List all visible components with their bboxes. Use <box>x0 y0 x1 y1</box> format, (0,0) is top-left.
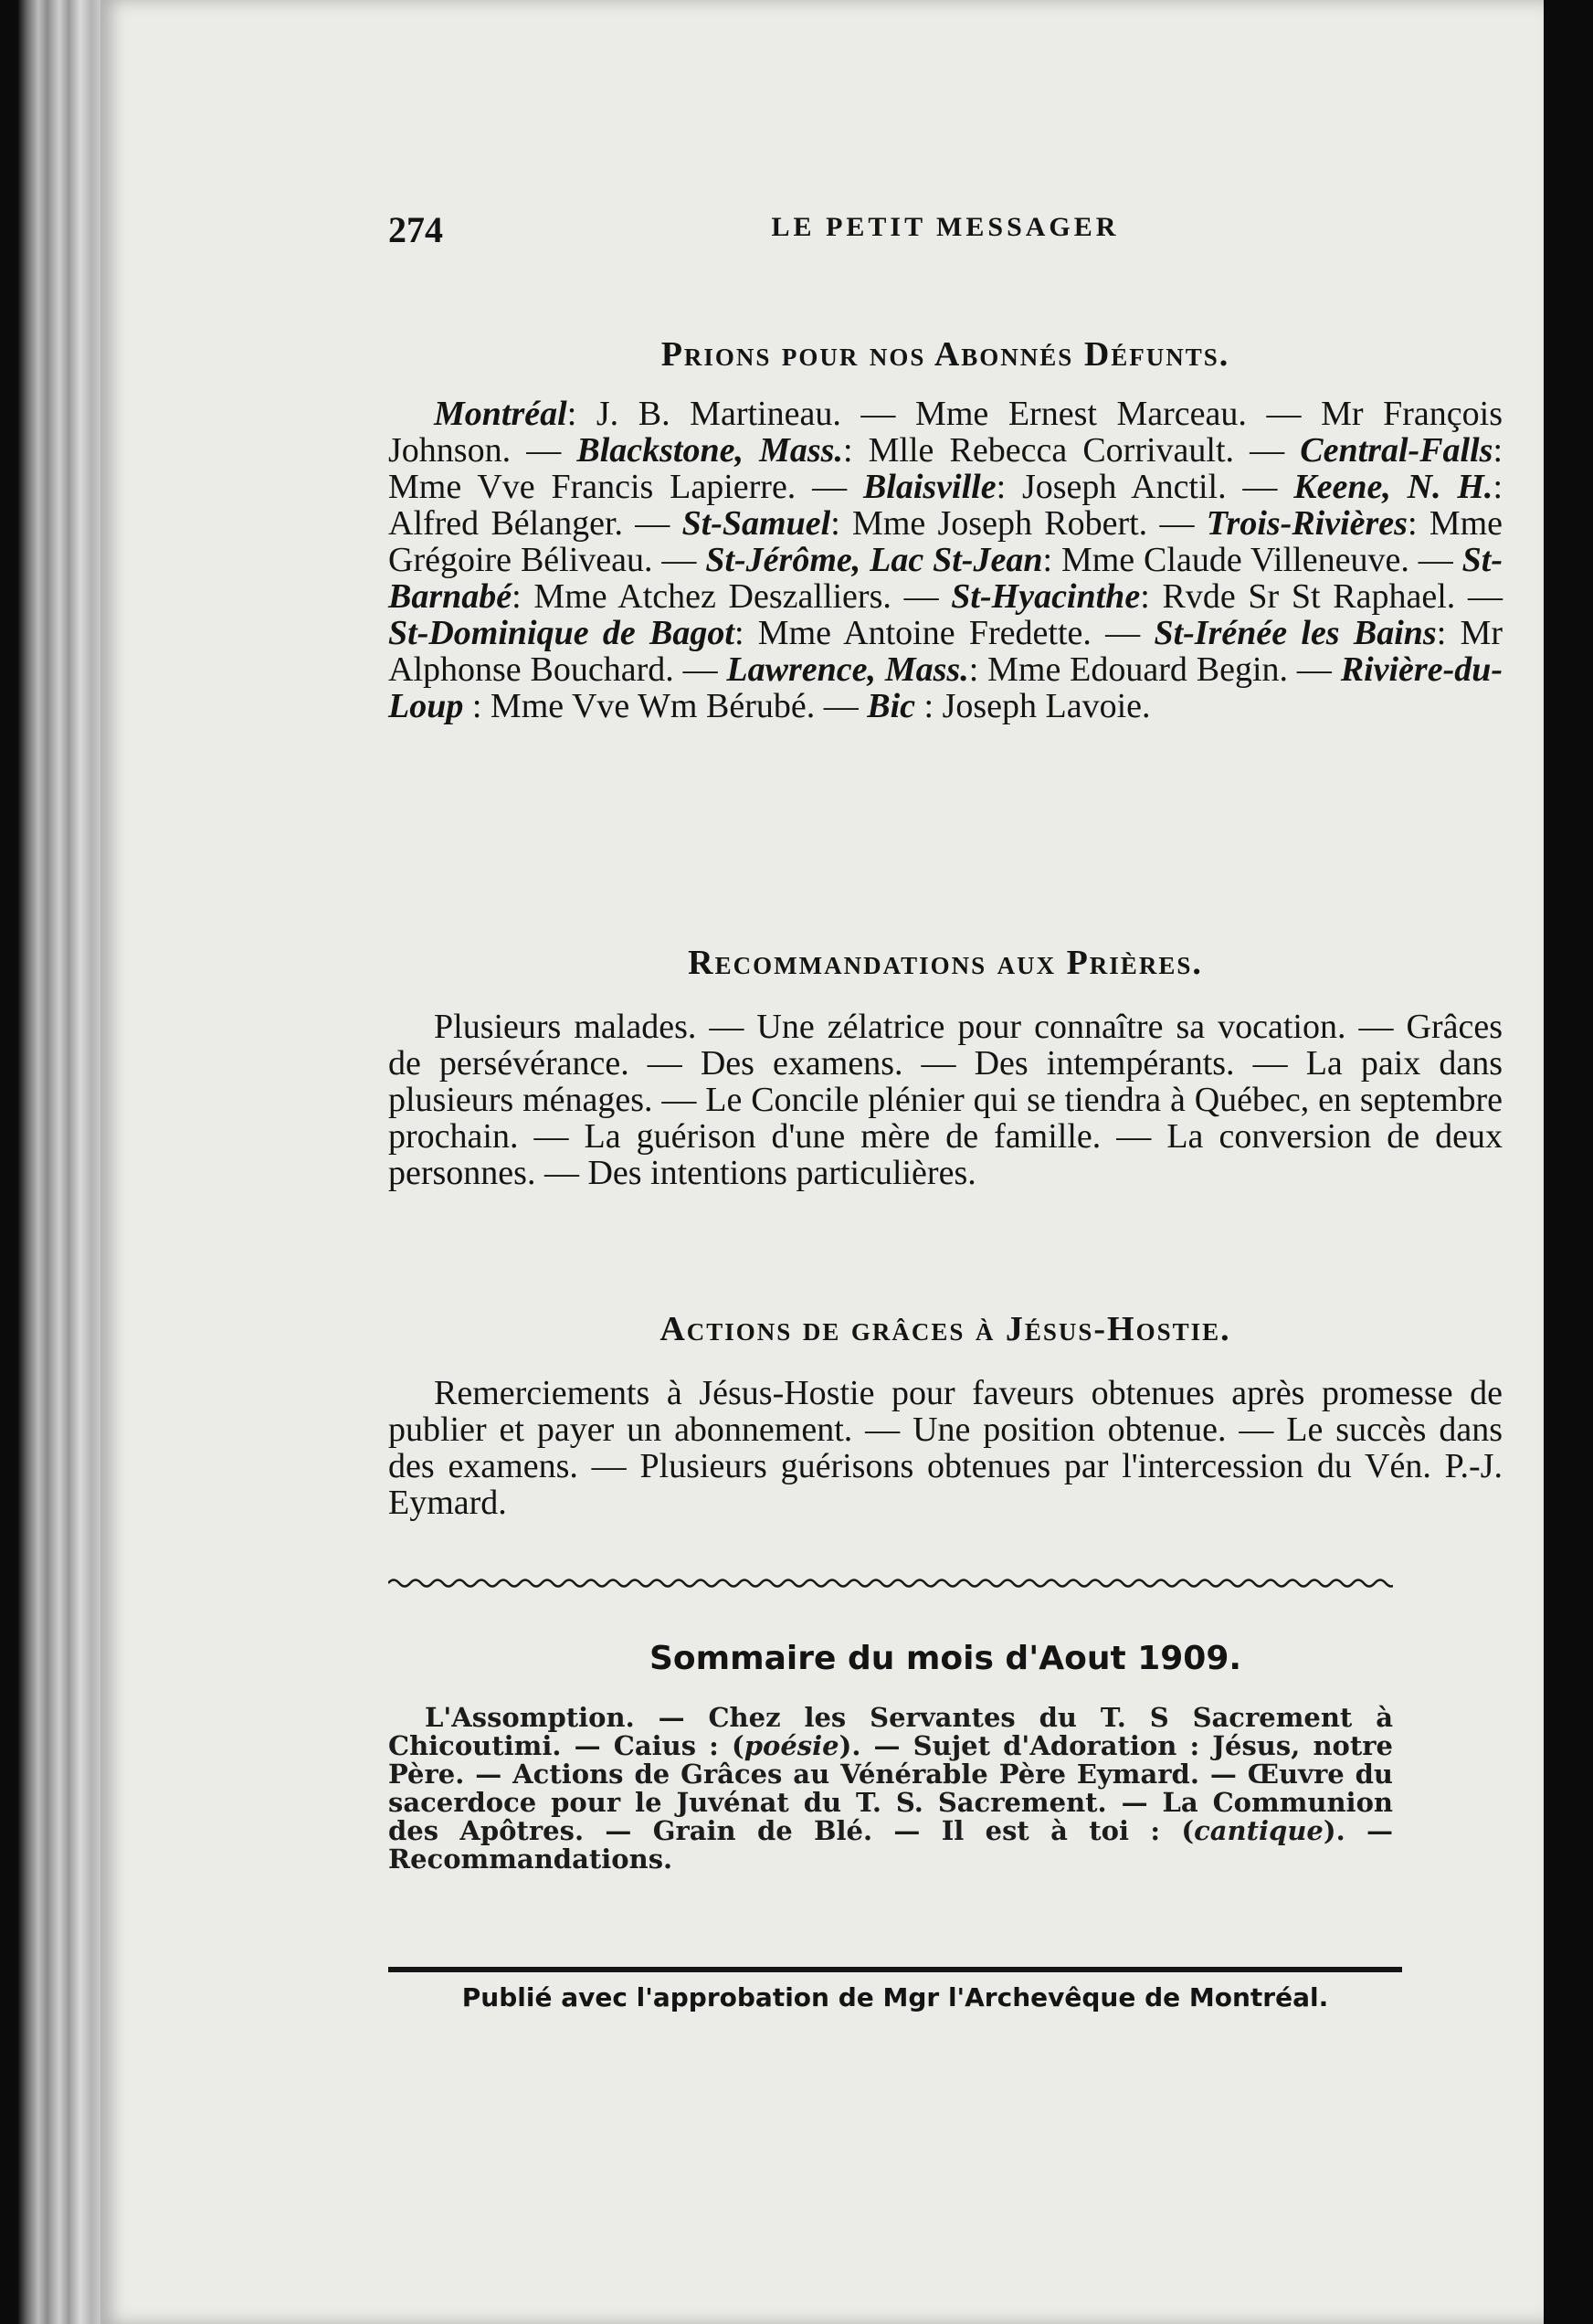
sommaire-text-italic2: cantique <box>1194 1815 1324 1846</box>
defunt-place: St-Hyacinthe <box>951 577 1141 616</box>
book-page-edges <box>18 0 110 2324</box>
sommaire-text-part3: ). — Recommandations. <box>388 1815 1394 1875</box>
heading-abonnes-defunts: Prions pour nos Abonnés Défunts. <box>660 335 1230 374</box>
defunt-separator: : <box>1493 468 1503 506</box>
defunt-place: Blackstone, Mass. <box>576 431 843 470</box>
defunt-separator: : <box>1042 541 1061 579</box>
defunt-names: Mme Joseph Robert. — <box>852 504 1207 543</box>
defunt-place: Central-Falls <box>1300 431 1493 470</box>
footer-rule <box>388 1967 1402 1972</box>
sommaire-text-part2: ). — Sujet d'Adoration : Jésus, notre Père. — Actions de Grâces au Vénérable Père Eymard. — Œuvre du sacerdoce pour le Juvénat du T. S. Sacrement. — La Communion des Apôtres. — Grain de Blé. — Il est à toi : ( <box>388 1730 1393 1846</box>
defunt-separator: : <box>830 504 853 543</box>
defunt-place: St-Barnabé <box>388 541 1503 616</box>
heading-recommandations: Recommandations aux Prières. <box>688 944 1203 982</box>
defunt-separator: : <box>566 395 596 433</box>
paragraph-actions-de-graces: Remerciements à Jésus-Hostie pour faveurs obtenues après promesse de publier et payer un abonnement. — Une position obtenue. — Le succès dans des examens. — Plusieurs guérisons obtenues par l'intercession du Vén. P.-J. Eymard. <box>388 1374 1503 1522</box>
defunt-separator: : <box>1436 614 1461 652</box>
sommaire-text-italic1: poésie <box>744 1730 839 1761</box>
sommaire-text-part1: L'Assomption. — Chez les Servantes du T. S Sacrement à Chicoutimi. — Caius : ( <box>388 1702 1393 1761</box>
defunt-place: Rivière-du-Loup <box>388 650 1503 725</box>
defunt-place: St-Samuel <box>681 504 831 543</box>
defunt-names: Joseph Anctil. — <box>1021 468 1294 506</box>
defunt-place: Bic <box>867 687 916 725</box>
defunt-place: St-Irénée les Bains <box>1154 614 1437 652</box>
defunt-names: Mme Edouard Begin. — <box>987 650 1341 689</box>
defunt-separator: : <box>996 468 1022 506</box>
running-head <box>388 208 1503 254</box>
book-page <box>100 0 1544 2324</box>
defunt-names: Mme Vve Francis Lapierre. — <box>388 468 863 506</box>
defunt-separator: : <box>1407 504 1429 543</box>
defunt-separator: : <box>1493 431 1503 470</box>
defunt-names: Mme Vve Wm Bérubé. — <box>490 687 868 725</box>
defunt-names: Mme Atchez Deszalliers. — <box>533 577 952 616</box>
defunt-place: Lawrence, Mass. <box>726 650 969 689</box>
paragraph-recommandations: Plusieurs malades. — Une zélatrice pour connaître sa vocation. — Grâces de persévérance. — Des examens. — Des intempérants. — La paix dans plusieurs ménages. — Le Concile plénier qui se tiendra à Québec, en septembre prochain. — La guérison d'une mère de famille. — La conversion de deux personnes. — Des intentions particulières. <box>388 1008 1503 1192</box>
sommaire-heading: Sommaire du mois d'Aout 1909. <box>649 1640 1242 1677</box>
defunt-separator: : <box>463 687 491 725</box>
imprimatur: Publié avec l'approbation de Mgr l'Archevêque de Montréal. <box>461 1982 1329 2012</box>
defunt-separator: : <box>968 650 988 689</box>
defunt-place: St-Jérôme, Lac St-Jean <box>705 541 1043 579</box>
sommaire-text <box>388 1704 1393 1874</box>
page-number: 274 <box>388 209 443 250</box>
defunt-place: Montréal <box>434 395 567 433</box>
heading-actions-de-graces: Actions de grâces à Jésus-Hostie. <box>659 1310 1231 1348</box>
defunt-separator: : <box>733 614 758 652</box>
wavy-divider <box>388 1573 1393 1593</box>
defunt-names: Mme Grégoire Béliveau. — <box>388 504 1503 579</box>
defunt-names: Mme Antoine Fredette. — <box>757 614 1155 652</box>
defunt-place: Blaisville <box>862 468 997 506</box>
defunt-place: St-Dominique de Bagot <box>388 614 734 652</box>
defunt-separator: : <box>1140 577 1163 616</box>
defunt-names: Rvde Sr St Raphael. — <box>1162 577 1503 616</box>
defunt-place: Trois-Rivières <box>1206 504 1408 543</box>
defunt-names: J. B. Martineau. — Mme Ernest Marceau. — Mr François Johnson. — <box>388 395 1503 470</box>
defunt-separator: : <box>512 577 534 616</box>
defunt-names: Alfred Bélanger. — <box>388 504 682 543</box>
defunt-names: Mlle Rebecca Corrivault. — <box>868 431 1301 470</box>
defunt-names: Mr Alphonse Bouchard. — <box>388 614 1503 689</box>
defunt-names: Joseph Lavoie. <box>942 687 1151 725</box>
defunt-separator: : <box>915 687 943 725</box>
journal-title: LE PETIT MESSAGER <box>771 212 1120 242</box>
defunt-names: Mme Claude Villeneuve. — <box>1060 541 1462 579</box>
paragraph-abonnes-defunts <box>388 396 1503 724</box>
defunt-separator: : <box>842 431 869 470</box>
defunt-place: Keene, N. H. <box>1293 468 1493 506</box>
